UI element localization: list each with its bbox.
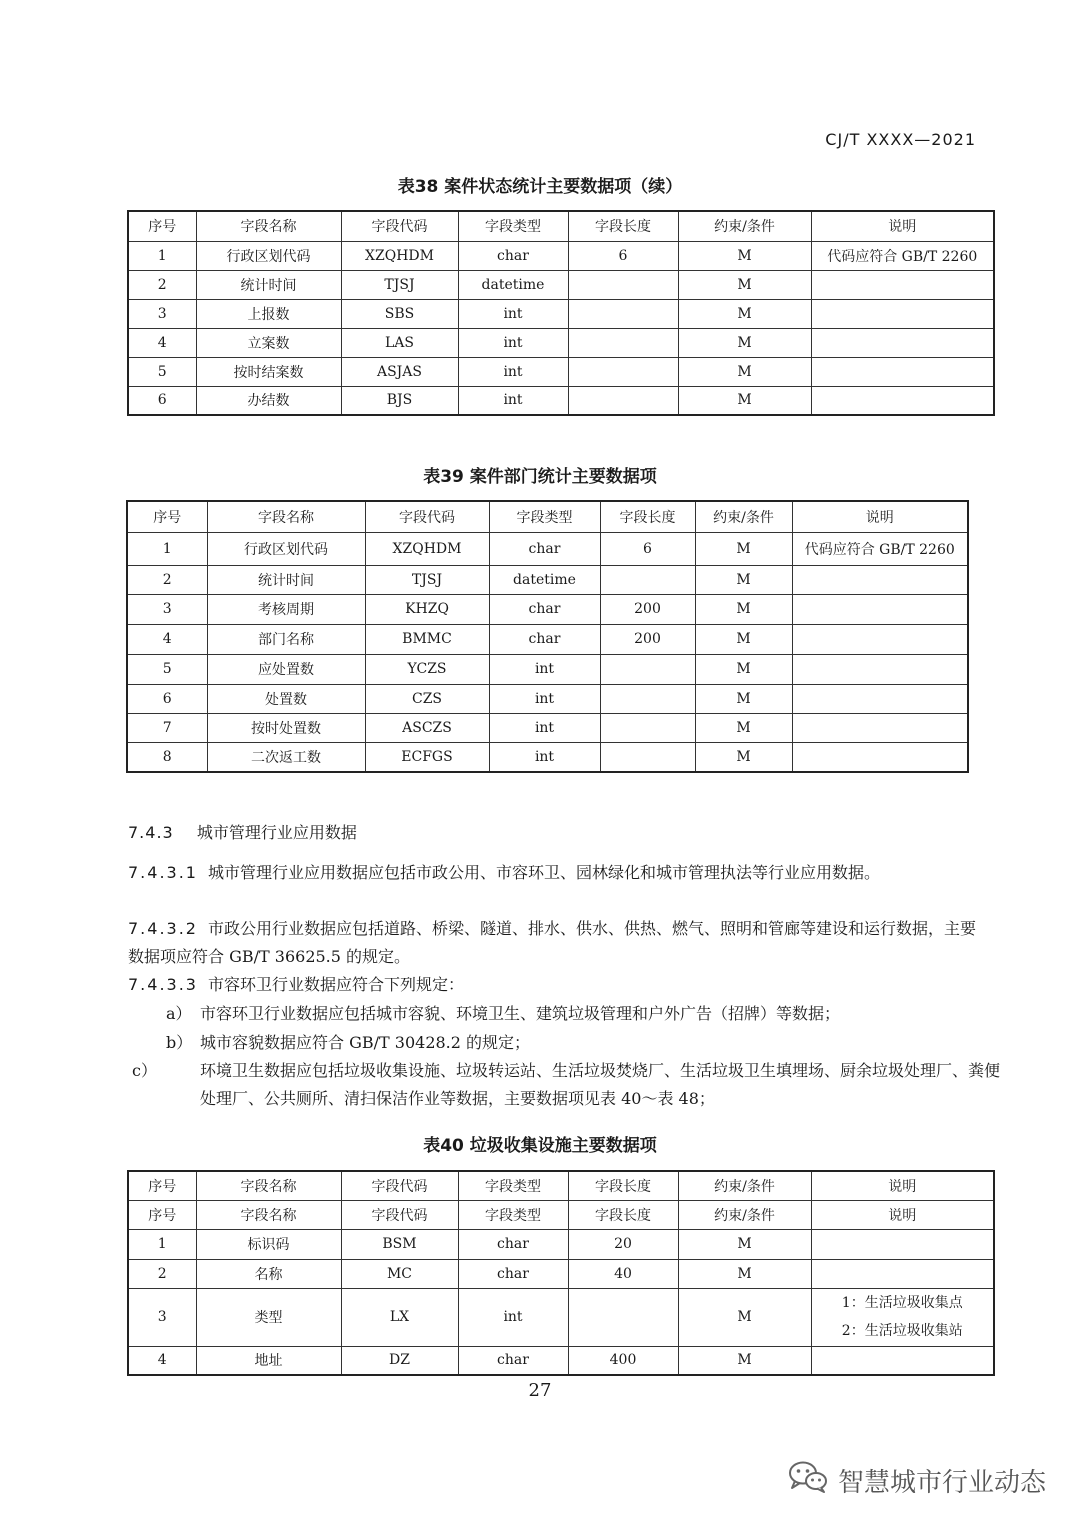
table-cell: 6 bbox=[128, 386, 196, 415]
table-cell: 名称 bbox=[196, 1259, 341, 1288]
table-cell: 1 bbox=[127, 532, 207, 565]
table-cell: int bbox=[458, 299, 568, 328]
table-cell: 6 bbox=[127, 684, 207, 713]
type-note: 1：生活垃圾收集点 bbox=[841, 1295, 963, 1311]
table40-header-cell: 字段代码 bbox=[341, 1200, 458, 1229]
table-cell: TJSJ bbox=[341, 270, 458, 299]
table-cell: 5 bbox=[128, 357, 196, 386]
table-cell: int bbox=[458, 328, 568, 357]
list-item-text: 市容环卫行业数据应包括城市容貌、环境卫生、建筑垃圾管理和户外广告（招牌）等数据； bbox=[200, 1004, 841, 1023]
table-cell: 2 bbox=[127, 565, 207, 594]
table-cell: 3 bbox=[128, 1288, 196, 1346]
table40-header-cell: 序号 bbox=[128, 1171, 196, 1200]
list-marker: a） bbox=[166, 1004, 192, 1023]
table-cell: datetime bbox=[458, 270, 568, 299]
table-cell: LX bbox=[341, 1288, 458, 1346]
table-cell: DZ bbox=[341, 1346, 458, 1375]
table-cell: 二次返工数 bbox=[207, 742, 365, 772]
table-row bbox=[128, 241, 994, 270]
table-cell bbox=[568, 328, 678, 357]
table-cell: 400 bbox=[568, 1346, 678, 1375]
table-cell: BMMC bbox=[365, 624, 489, 654]
table-cell: 统计时间 bbox=[196, 270, 341, 299]
table-cell: M bbox=[678, 1346, 811, 1375]
table-cell: KHZQ bbox=[365, 594, 489, 624]
table-row bbox=[128, 328, 994, 357]
table-cell: char bbox=[458, 241, 568, 270]
table39-header-cell: 字段名称 bbox=[207, 501, 365, 532]
table-cell: 20 bbox=[568, 1229, 678, 1259]
table-cell: SBS bbox=[341, 299, 458, 328]
table-cell bbox=[568, 1288, 678, 1346]
table-cell bbox=[600, 684, 695, 713]
table-cell: M bbox=[678, 299, 811, 328]
table39-header-cell: 字段长度 bbox=[600, 501, 695, 532]
table-cell bbox=[811, 1229, 994, 1259]
type-notes-cell bbox=[811, 1288, 994, 1346]
table-cell: M bbox=[695, 565, 792, 594]
table-cell: 4 bbox=[128, 328, 196, 357]
section-title: 城市管理行业应用数据 bbox=[196, 823, 357, 842]
table-cell: char bbox=[458, 1229, 568, 1259]
table-cell: 7 bbox=[127, 713, 207, 742]
table-cell: 6 bbox=[568, 241, 678, 270]
table38-header-row bbox=[128, 211, 994, 241]
table39-header-cell: 说明 bbox=[792, 501, 968, 532]
table-cell: M bbox=[678, 1288, 811, 1346]
table-cell: 行政区划代码 bbox=[207, 532, 365, 565]
table-cell: M bbox=[678, 357, 811, 386]
table39-header-cell: 序号 bbox=[127, 501, 207, 532]
paragraph-number: 7.4.3.1 bbox=[128, 863, 198, 882]
paragraph-text: 城市管理行业应用数据应包括市政公用、市容环卫、园林绿化和城市管理执法等行业应用数据。 bbox=[207, 863, 880, 882]
type-note: 2：生活垃圾收集站 bbox=[841, 1323, 963, 1339]
table-cell bbox=[811, 386, 994, 415]
table-cell bbox=[568, 357, 678, 386]
table-row bbox=[127, 684, 968, 713]
table-cell bbox=[568, 386, 678, 415]
table-cell bbox=[792, 594, 968, 624]
table-cell: 部门名称 bbox=[207, 624, 365, 654]
table-cell: 处置数 bbox=[207, 684, 365, 713]
list-item bbox=[166, 1029, 980, 1057]
table-row bbox=[127, 565, 968, 594]
table-cell: 200 bbox=[600, 594, 695, 624]
table-cell: M bbox=[678, 1229, 811, 1259]
table40-header-row bbox=[128, 1200, 994, 1229]
table-cell: 考核周期 bbox=[207, 594, 365, 624]
table-cell: int bbox=[489, 713, 600, 742]
table-cell: 上报数 bbox=[196, 299, 341, 328]
table-cell: char bbox=[458, 1259, 568, 1288]
table39-header-cell: 约束/条件 bbox=[695, 501, 792, 532]
table-cell: M bbox=[678, 270, 811, 299]
list-item-text: 城市容貌数据应符合 GB/T 30428.2 的规定； bbox=[200, 1033, 531, 1052]
table-cell: 1 bbox=[128, 1229, 196, 1259]
table-cell: TJSJ bbox=[365, 565, 489, 594]
table-cell: ASJAS bbox=[341, 357, 458, 386]
table-cell: 2 bbox=[128, 270, 196, 299]
table-row bbox=[128, 1229, 994, 1259]
table-cell bbox=[811, 328, 994, 357]
table-cell: BJS bbox=[341, 386, 458, 415]
list-marker: b） bbox=[166, 1033, 193, 1052]
table38-header-cell: 字段长度 bbox=[568, 211, 678, 241]
list-marker: c） bbox=[132, 1061, 157, 1080]
table-cell: char bbox=[489, 532, 600, 565]
table-cell: int bbox=[489, 684, 600, 713]
table-cell bbox=[600, 713, 695, 742]
table-cell: 40 bbox=[568, 1259, 678, 1288]
table-cell: 200 bbox=[600, 624, 695, 654]
table-cell: 5 bbox=[127, 654, 207, 684]
table-cell: 代码应符合 GB/T 2260 bbox=[811, 241, 994, 270]
table-cell: M bbox=[695, 684, 792, 713]
table-cell bbox=[811, 1259, 994, 1288]
table-cell bbox=[792, 654, 968, 684]
table-cell bbox=[811, 270, 994, 299]
table40-header-cell: 序号 bbox=[128, 1200, 196, 1229]
table-cell: M bbox=[695, 532, 792, 565]
table-row bbox=[128, 270, 994, 299]
paragraph-number: 7.4.3.2 bbox=[128, 919, 198, 938]
table40-header-cell: 字段名称 bbox=[196, 1200, 341, 1229]
table40-header-cell: 字段代码 bbox=[341, 1171, 458, 1200]
table-row bbox=[128, 386, 994, 415]
table-cell bbox=[792, 742, 968, 772]
table-cell: 行政区划代码 bbox=[196, 241, 341, 270]
list-item-text: 环境卫生数据应包括垃圾收集设施、垃圾转运站、生活垃圾焚烧厂、生活垃圾卫生填埋场、厨余垃圾处理厂、粪便处理厂、公共厕所、清扫保洁作业等数据，主要数据项见表 40～表 48； bbox=[200, 1061, 1001, 1108]
table-row bbox=[128, 357, 994, 386]
table-cell: 1 bbox=[128, 241, 196, 270]
table-cell: CZS bbox=[365, 684, 489, 713]
table-cell: char bbox=[458, 1346, 568, 1375]
table38-header-cell: 序号 bbox=[128, 211, 196, 241]
table40-header-cell: 约束/条件 bbox=[678, 1200, 811, 1229]
table39 bbox=[126, 500, 969, 773]
table40-caption: 表40 垃圾收集设施主要数据项 bbox=[423, 1136, 657, 1156]
table-cell: datetime bbox=[489, 565, 600, 594]
table-cell: int bbox=[458, 386, 568, 415]
table-cell: MC bbox=[341, 1259, 458, 1288]
paragraph-7-4-3-3 bbox=[128, 971, 980, 999]
table38 bbox=[127, 210, 995, 416]
table-cell: 应处置数 bbox=[207, 654, 365, 684]
paragraph-text: 市容环卫行业数据应符合下列规定： bbox=[207, 975, 464, 994]
table-cell bbox=[600, 565, 695, 594]
table-cell: 按时处置数 bbox=[207, 713, 365, 742]
table38-header-cell: 字段类型 bbox=[458, 211, 568, 241]
table-cell: int bbox=[458, 357, 568, 386]
table-cell: M bbox=[678, 241, 811, 270]
table-cell: M bbox=[678, 328, 811, 357]
table-cell: 2 bbox=[128, 1259, 196, 1288]
table38-header-cell: 约束/条件 bbox=[678, 211, 811, 241]
paragraph-7-4-3-1 bbox=[128, 859, 980, 887]
table38-caption: 表38 案件状态统计主要数据项（续） bbox=[397, 177, 683, 197]
table-cell: M bbox=[678, 1259, 811, 1288]
table-row bbox=[128, 1259, 994, 1288]
watermark-text: 智慧城市行业动态 bbox=[837, 1468, 1046, 1498]
table40-header-cell: 说明 bbox=[811, 1171, 994, 1200]
table-cell bbox=[568, 270, 678, 299]
standard-code: CJ/T XXXX—2021 bbox=[825, 130, 976, 149]
table39-header-cell: 字段代码 bbox=[365, 501, 489, 532]
table40-header-cell: 字段长度 bbox=[568, 1171, 678, 1200]
page-number: 27 bbox=[528, 1380, 552, 1401]
table-cell bbox=[811, 299, 994, 328]
table40-header-row bbox=[128, 1171, 994, 1200]
table39-header-row bbox=[127, 501, 968, 532]
table-cell: M bbox=[695, 654, 792, 684]
table-row bbox=[128, 299, 994, 328]
table-cell: 3 bbox=[128, 299, 196, 328]
section-heading bbox=[128, 820, 357, 843]
table-cell bbox=[792, 565, 968, 594]
table38-header-cell: 字段代码 bbox=[341, 211, 458, 241]
table38-header-cell: 说明 bbox=[811, 211, 994, 241]
table-cell: XZQHDM bbox=[365, 532, 489, 565]
table-row bbox=[127, 532, 968, 565]
table-cell: char bbox=[489, 594, 600, 624]
table-row bbox=[128, 1346, 994, 1375]
wechat-icon bbox=[788, 1460, 828, 1501]
list-item bbox=[166, 1000, 980, 1028]
table-cell: LAS bbox=[341, 328, 458, 357]
table-row bbox=[127, 594, 968, 624]
table-cell: 立案数 bbox=[196, 328, 341, 357]
table-row bbox=[127, 654, 968, 684]
table-cell: XZQHDM bbox=[341, 241, 458, 270]
paragraph-text: 市政公用行业数据应包括道路、桥梁、隧道、排水、供水、供热、燃气、照明和管廊等建设和运行数据，主要数据项应符合 GB/T 36625.5 的规定。 bbox=[128, 919, 976, 966]
list-item bbox=[132, 1057, 1014, 1113]
table40-header-cell: 字段类型 bbox=[458, 1200, 568, 1229]
table-cell: M bbox=[695, 594, 792, 624]
table39-header-cell: 字段类型 bbox=[489, 501, 600, 532]
table-cell: 统计时间 bbox=[207, 565, 365, 594]
table-row bbox=[127, 713, 968, 742]
table-cell: char bbox=[489, 624, 600, 654]
table-cell: 按时结案数 bbox=[196, 357, 341, 386]
table-cell: 标识码 bbox=[196, 1229, 341, 1259]
table-cell bbox=[792, 713, 968, 742]
paragraph-number: 7.4.3.3 bbox=[128, 975, 198, 994]
table-cell: M bbox=[678, 386, 811, 415]
table-cell bbox=[792, 624, 968, 654]
section-number: 7.4.3 bbox=[128, 823, 174, 842]
table-cell: 地址 bbox=[196, 1346, 341, 1375]
table-cell: YCZS bbox=[365, 654, 489, 684]
table-cell: 4 bbox=[128, 1346, 196, 1375]
table-cell: ASCZS bbox=[365, 713, 489, 742]
table-cell: 办结数 bbox=[196, 386, 341, 415]
table-cell bbox=[811, 1346, 994, 1375]
table39-caption: 表39 案件部门统计主要数据项 bbox=[423, 467, 657, 487]
table-row bbox=[127, 624, 968, 654]
table40-header-cell: 字段类型 bbox=[458, 1171, 568, 1200]
table-cell: 类型 bbox=[196, 1288, 341, 1346]
table40-header-cell: 约束/条件 bbox=[678, 1171, 811, 1200]
table40-header-cell: 字段名称 bbox=[196, 1171, 341, 1200]
table-cell: int bbox=[489, 654, 600, 684]
table-cell bbox=[600, 742, 695, 772]
table40 bbox=[127, 1170, 995, 1376]
table-cell: 代码应符合 GB/T 2260 bbox=[792, 532, 968, 565]
table38-header-cell: 字段名称 bbox=[196, 211, 341, 241]
paragraph-7-4-3-2 bbox=[128, 915, 980, 971]
table40-header-cell: 字段长度 bbox=[568, 1200, 678, 1229]
table-cell: int bbox=[489, 742, 600, 772]
watermark bbox=[788, 1460, 1046, 1501]
table-cell: 8 bbox=[127, 742, 207, 772]
table-row bbox=[127, 742, 968, 772]
table-cell bbox=[792, 684, 968, 713]
table-cell: 4 bbox=[127, 624, 207, 654]
table-cell: BSM bbox=[341, 1229, 458, 1259]
table-cell: M bbox=[695, 624, 792, 654]
table-cell: int bbox=[458, 1288, 568, 1346]
table40-header-cell: 说明 bbox=[811, 1200, 994, 1229]
table-cell: M bbox=[695, 742, 792, 772]
table-cell bbox=[568, 299, 678, 328]
table-cell: 3 bbox=[127, 594, 207, 624]
table-row bbox=[128, 1288, 994, 1346]
table-cell bbox=[600, 654, 695, 684]
table-cell: ECFGS bbox=[365, 742, 489, 772]
table-cell: 6 bbox=[600, 532, 695, 565]
table-cell: M bbox=[695, 713, 792, 742]
table-cell bbox=[811, 357, 994, 386]
